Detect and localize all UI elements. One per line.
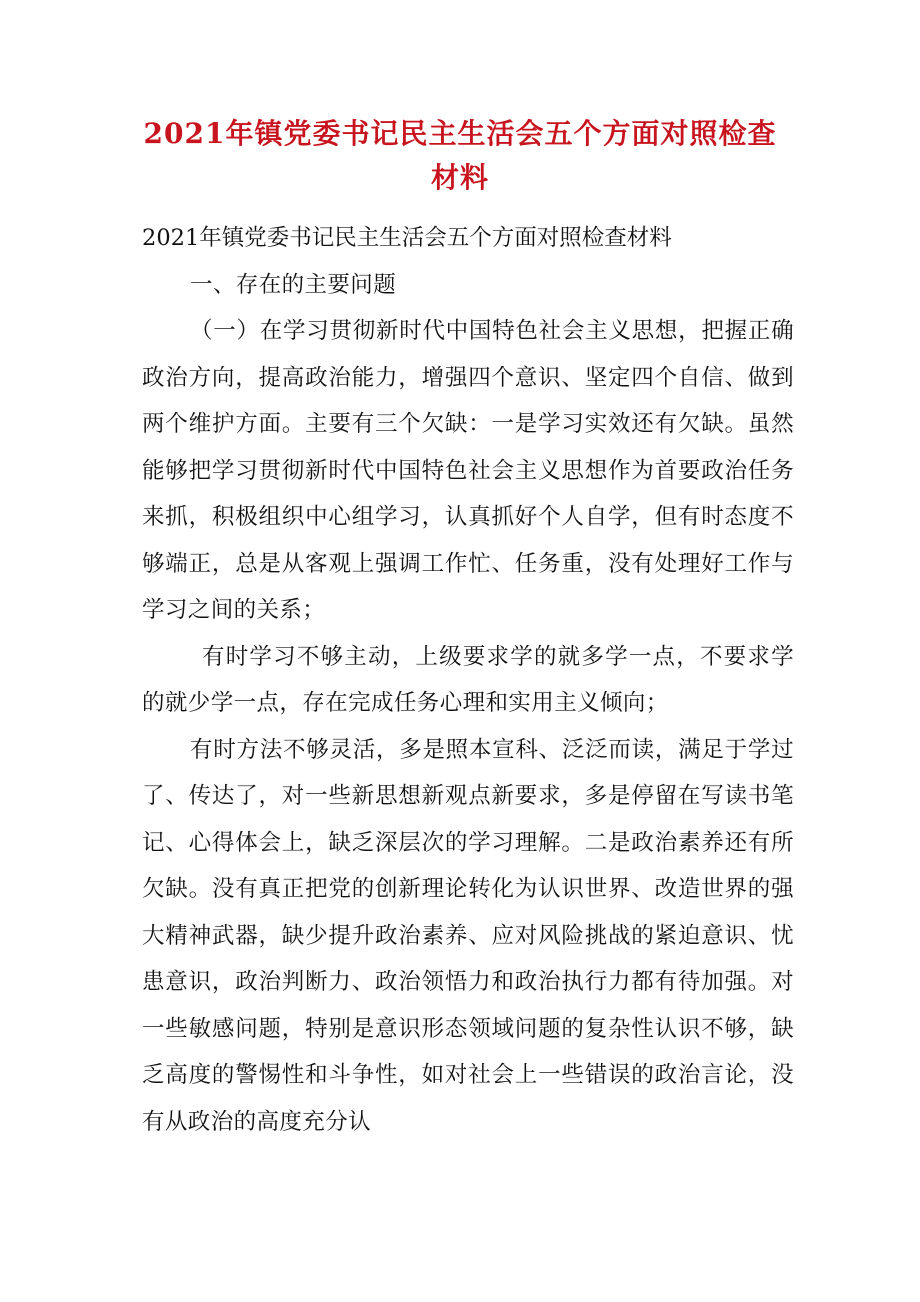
- document-title: 2021年镇党委书记民主生活会五个方面对照检查材料: [143, 117, 777, 194]
- section-heading: 一、存在的主要问题: [190, 271, 397, 298]
- document-subtitle: 2021年镇党委书记民主生活会五个方面对照检查材料: [142, 225, 672, 251]
- body-paragraph-1: （一）在学习贯彻新时代中国特色社会主义思想，把握正确政治方向，提高政治能力，增强四个意识、坚定四个自信、做到两个维护方面。主要有三个欠缺：一是学习实效还有欠缺。虽然能够把学习贯彻新时代中国特色社会主义思想作为首要政治任务来抓，积极组织中心组学习，认真抓好个人自学，但有时态度不够端正，总是从客观上强调工作忙、任务重，没有处理好工作与学习之间的关系；: [142, 318, 794, 623]
- document-body: [142, 215, 794, 1145]
- body-paragraph-3: 有时方法不够灵活，多是照本宣科、泛泛而读，满足于学过了、传达了，对一些新思想新观点新要求，多是停留在写读书笔记、心得体会上，缺乏深层次的学习理解。二是政治素养还有所欠缺。没有真正把党的创新理论转化为认识世界、改造世界的强大精神武器，缺少提升政治素养、应对风险挑战的紧迫意识、忧患意识，政治判断力、政治领悟力和政治执行力都有待加强。对一些敏感问题，特别是意识形态领域问题的复杂性认识不够，缺乏高度的警惕性和斗争性，如对社会上一些错误的政治言论，没有从政治的高度充分认: [142, 736, 794, 1135]
- body-paragraph-2: 有时学习不够主动，上级要求学的就多学一点，不要求学的就少学一点，存在完成任务心理和实用主义倾向；: [142, 643, 794, 716]
